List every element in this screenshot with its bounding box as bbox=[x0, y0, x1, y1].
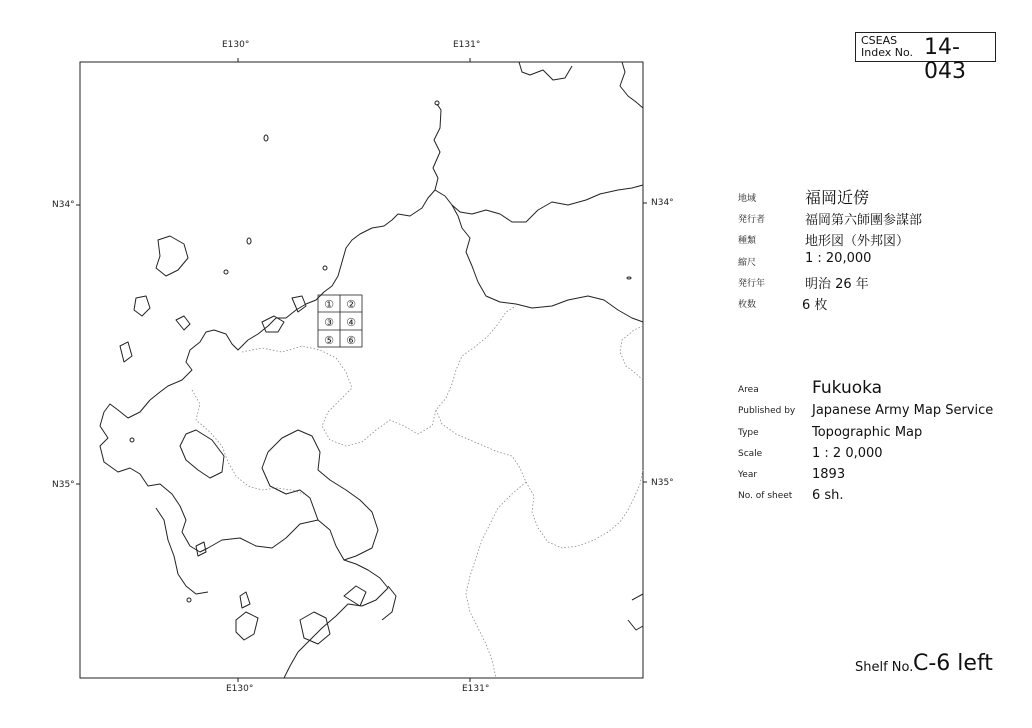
jp-publisher-label: 発行者 bbox=[738, 215, 766, 225]
coord-bottom-e131: E131° bbox=[462, 684, 490, 694]
coord-top-e130: E130° bbox=[222, 40, 250, 50]
sheet-4-label: ④ bbox=[346, 316, 356, 329]
en-area-value: Fukuoka bbox=[812, 378, 883, 398]
jp-year-label: 発行年 bbox=[738, 279, 766, 289]
graticule-ticks bbox=[76, 58, 647, 682]
jp-type-label: 種類 bbox=[738, 236, 757, 246]
jp-scale-value: 1 : 20,000 bbox=[805, 251, 872, 266]
jp-scale-label: 縮尺 bbox=[738, 258, 757, 268]
en-publisher-value: Japanese Army Map Service bbox=[812, 403, 994, 418]
jp-type-value: 地形図（外邦図） bbox=[805, 234, 910, 249]
en-scale-value: 1 : 2 0,000 bbox=[812, 446, 883, 461]
en-type-label: Type bbox=[738, 428, 759, 438]
jp-area-value: 福岡近傍 bbox=[805, 188, 870, 207]
coord-bottom-e130: E130° bbox=[226, 684, 254, 694]
sheet-1-label: ① bbox=[324, 298, 334, 311]
jp-sheets-label: 枚数 bbox=[738, 300, 757, 310]
en-sheets-value: 6 sh. bbox=[812, 488, 844, 503]
prefecture-boundary bbox=[192, 306, 643, 678]
sheet-3-label: ③ bbox=[324, 316, 334, 329]
coastline bbox=[100, 62, 643, 678]
en-area-label: Area bbox=[738, 385, 759, 395]
index-no-label: Index No. bbox=[861, 46, 914, 59]
index-number: 14-043 bbox=[924, 35, 966, 84]
coord-right-n35: N35° bbox=[651, 478, 674, 488]
jp-sheets-value: 6 枚 bbox=[802, 298, 828, 313]
index-org-label: CSEAS bbox=[861, 34, 898, 47]
en-scale-label: Scale bbox=[738, 449, 763, 459]
shelf-label: Shelf No. bbox=[855, 660, 914, 675]
sheet-6-label: ⑥ bbox=[346, 334, 356, 347]
coord-right-n34: N34° bbox=[651, 198, 674, 208]
en-year-value: 1893 bbox=[812, 467, 846, 482]
coord-left-n34: N34° bbox=[52, 200, 75, 210]
en-publisher-label: Published by bbox=[738, 406, 796, 416]
en-sheets-label: No. of sheet bbox=[738, 491, 793, 501]
coord-left-n35: N35° bbox=[52, 480, 75, 490]
en-year-label: Year bbox=[738, 470, 758, 480]
coord-top-e131: E131° bbox=[453, 40, 481, 50]
en-type-value: Topographic Map bbox=[812, 425, 923, 440]
jp-area-label: 地域 bbox=[738, 194, 757, 204]
jp-year-value: 明治 26 年 bbox=[805, 277, 869, 292]
shelf-number: C-6 left bbox=[913, 651, 993, 676]
sheet-2-label: ② bbox=[346, 298, 356, 311]
sheet-5-label: ⑤ bbox=[324, 334, 334, 347]
map-frame bbox=[80, 62, 643, 678]
jp-publisher-value: 福岡第六師團参謀部 bbox=[805, 213, 923, 228]
